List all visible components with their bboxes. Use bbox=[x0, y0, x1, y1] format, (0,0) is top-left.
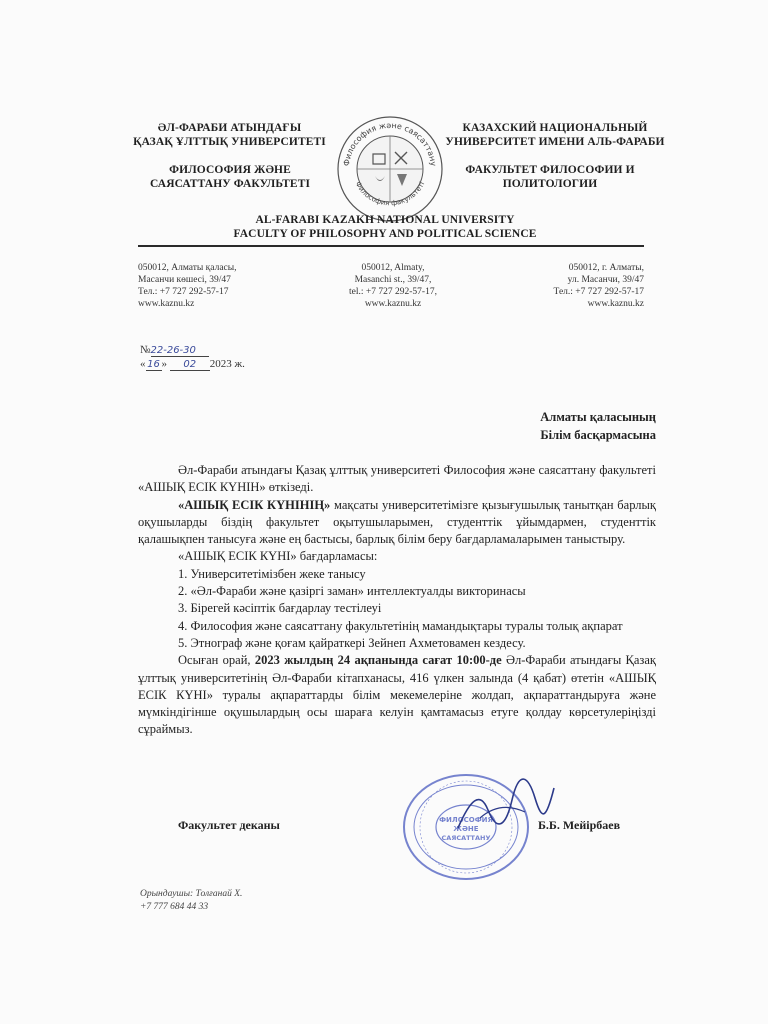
program-item-1: 1. Университетімізбен жеке танысу bbox=[178, 566, 366, 581]
header-university-ru: КАЗАХСКИЙ НАЦИОНАЛЬНЫЙ УНИВЕРСИТЕТ ИМЕНИ АЛЬ-ФАРАБИ bbox=[445, 122, 665, 148]
recipient-line-1: Алматы қаласының bbox=[540, 410, 656, 424]
header-faculty-kk: ФИЛОСОФИЯ ЖӘНЕ САЯСАТТАНУ ФАКУЛЬТЕТІ bbox=[149, 164, 311, 190]
program-item-3: 3. Бірегей кәсіптік бағдарлау тестілеуі bbox=[178, 601, 382, 616]
address-ru: 050012, г. Алматы, ул. Масанчи, 39/47 Тел.: +7 727 292-57-17 www.kaznu.kz bbox=[553, 263, 644, 309]
svg-text:САЯСАТТАНУ: САЯСАТТАНУ bbox=[441, 834, 491, 842]
header-english: AL-FARABI KAZAKH NATIONAL UNIVERSITY FACULTY OF PHILOSOPHY AND POLITICAL SCIENCE bbox=[233, 214, 537, 240]
svg-text:ФИЛОСОФИЯ: ФИЛОСОФИЯ bbox=[439, 816, 493, 824]
address-kk: 050012, Алматы қаласы, Масанчи көшесі, 39/47 Тел.: +7 727 292-57-17 www.kaznu.kz bbox=[138, 263, 237, 309]
executor-phone: +7 777 684 44 33 bbox=[140, 902, 209, 912]
program-item-5: 5. Этнограф және қоғам қайраткері Зейнеп Ахметовамен кездесу. bbox=[178, 635, 526, 650]
executor-block bbox=[140, 888, 242, 914]
date-year: 2023 ж. bbox=[209, 358, 245, 370]
recipient-line-2: Білім басқармасына bbox=[540, 428, 656, 442]
header-divider bbox=[138, 245, 644, 247]
emblem-bottom-text: Философия факультеті bbox=[353, 180, 427, 208]
dean-title: Факультет деканы bbox=[178, 818, 280, 832]
reference-date bbox=[140, 358, 245, 371]
reference-number bbox=[140, 344, 209, 357]
date-quote-close: » bbox=[161, 358, 167, 370]
letter-body bbox=[138, 462, 656, 739]
paragraph-purpose bbox=[138, 497, 656, 549]
reference-number-value: 22-26-30 bbox=[151, 345, 209, 357]
date-day: 16 bbox=[147, 359, 160, 370]
recipient-block bbox=[468, 408, 656, 444]
purpose-text: мақсаты университетімізге қызығушылық танытқан барлық оқушыларды біздің факультет оқытушыларымен, студенттік ұйымдармен, студенттік қалашықпен танысуға және ең бастысы, барлық білім беру бағдарламаларымен таныстыру. bbox=[138, 497, 656, 547]
header-university-kk: ӘЛ-ФАРАБИ АТЫНДАҒЫ ҚАЗАҚ ҰЛТТЫҚ УНИВЕРСИТЕТІ bbox=[133, 122, 326, 148]
paragraph-request bbox=[138, 652, 656, 738]
request-date-bold: 2023 жылдың 24 ақпанында сағат 10:00-де bbox=[254, 653, 502, 668]
svg-text:ЖӘНЕ: ЖӘНЕ bbox=[453, 825, 479, 833]
emblem-top-text: Философия және саясаттану bbox=[342, 120, 438, 167]
purpose-bold: «АШЫҚ ЕСІК КҮНІНІҢ» bbox=[178, 497, 331, 512]
date-quote-open: « bbox=[140, 358, 146, 370]
request-pre: Осыған орай, bbox=[178, 653, 255, 668]
program-item-2: 2. «Әл-Фараби және қазіргі заман» интеллектуалды викторинасы bbox=[178, 584, 526, 599]
university-emblem-icon bbox=[335, 114, 445, 224]
address-en: 050012, Almaty, Masanchi st., 39/47, tel.: +7 727 292-57-17, www.kaznu.kz bbox=[349, 263, 437, 309]
header-faculty-ru: ФАКУЛЬТЕТ ФИЛОСОФИИ И ПОЛИТОЛОГИИ bbox=[465, 164, 635, 190]
dean-name: Б.Б. Мейірбаев bbox=[538, 818, 621, 832]
date-month: 02 bbox=[170, 359, 210, 371]
program-item-4: 4. Философия және саясаттану факультетінің мамандықтары туралы толық ақпарат bbox=[178, 618, 623, 633]
executor-name: Орындаушы: Толғанай Х. bbox=[140, 889, 243, 899]
paragraph-intro: Әл-Фараби атындағы Қазақ ұлттық университеті Философия және саясаттану факультеті «АШЫҚ ЕСІК КҮНІН» өткізеді. bbox=[138, 463, 656, 495]
program-title: «АШЫҚ ЕСІК КҮНІ» бағдарламасы: bbox=[178, 549, 378, 564]
reference-number-prefix: № bbox=[140, 344, 151, 356]
request-text: Әл-Фараби атындағы Қазақ ұлттық университетінің Әл-Фараби кітапханасы, 416 үлкен залында (4 қабат) өтетін «АШЫҚ ЕСІК КҮНІ» туралы ақпараттарды білім мекемелеріне жолдап, ақпараттандыруға және мүмкіндігінше оқушылардың осы шараға келуін қамтамасыз етуге қолдау көрсетулеріңізді сұраймыз. bbox=[138, 653, 656, 737]
